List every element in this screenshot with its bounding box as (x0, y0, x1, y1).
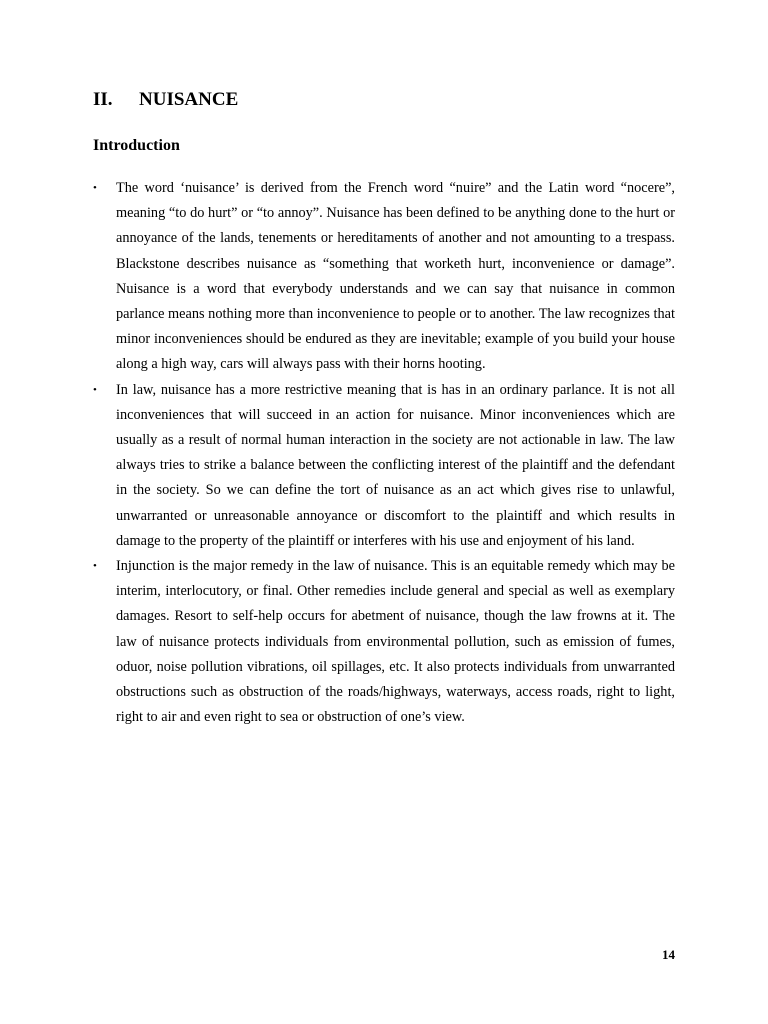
bullet-marker: • (93, 560, 97, 573)
bullet-list (93, 176, 675, 730)
bullet-text: In law, nuisance has a more restrictive meaning that is has in an ordinary parlance. It is not all inconveniences that will succeed in an action for nuisance. Minor inconveniences which are usually as a result of normal human interaction in the society are not actionable in law. The law always tries to strike a balance between the conflicting interest of the plaintiff and the defendant in the society. So we can define the tort of nuisance as an act which gives rise to unlawful, unwarranted or unreasonable annoyance or discomfort to the plaintiff and which results in damage to the property of the plaintiff or interferes with his use and enjoyment of his land. (116, 381, 675, 549)
chapter-number: II. (93, 89, 113, 110)
bullet-text: The word ‘nuisance’ is derived from the French word “nuire” and the Latin word “nocere”, meaning “to do hurt” or “to annoy”. Nuisance has been defined to be anything done to the hurt or annoyance of the lands, tenements or hereditaments of another and not amounting to a trespass. Blackstone describes nuisance as “something that worketh hurt, inconvenience or damage”. Nuisance is a word that everybody understands and we can say that nuisance in common parlance means nothing more than inconvenience to people or to another. The law recognizes that minor inconveniences should be endured as they are inevitable; example of you build your house along a high way, cars will always pass with their horns hooting. (116, 180, 675, 373)
section-heading: Introduction (93, 137, 180, 154)
page-number: 14 (662, 947, 675, 962)
bullet-marker: • (93, 383, 97, 396)
bullet-text: Injunction is the major remedy in the law of nuisance. This is an equitable remedy which may be interim, interlocutory, or final. Other remedies include general and special as well as exemplary damages. Resort to self-help occurs for abetment of nuisance, though the law frowns at it. The law of nuisance protects individuals from environmental pollution, such as emission of fumes, oduor, noise pollution vibrations, oil spillages, etc. It also protects individuals from unwarranted obstructions such as obstruction of the roads/highways, waterways, access roads, right to light, right to air and even right to sea or obstruction of one’s view. (116, 558, 675, 726)
bullet-item (93, 378, 675, 554)
chapter-title: NUISANCE (139, 89, 239, 110)
bullet-item (93, 554, 675, 730)
bullet-marker: • (93, 182, 97, 194)
chapter-heading (93, 88, 238, 112)
bullet-item (93, 176, 675, 378)
